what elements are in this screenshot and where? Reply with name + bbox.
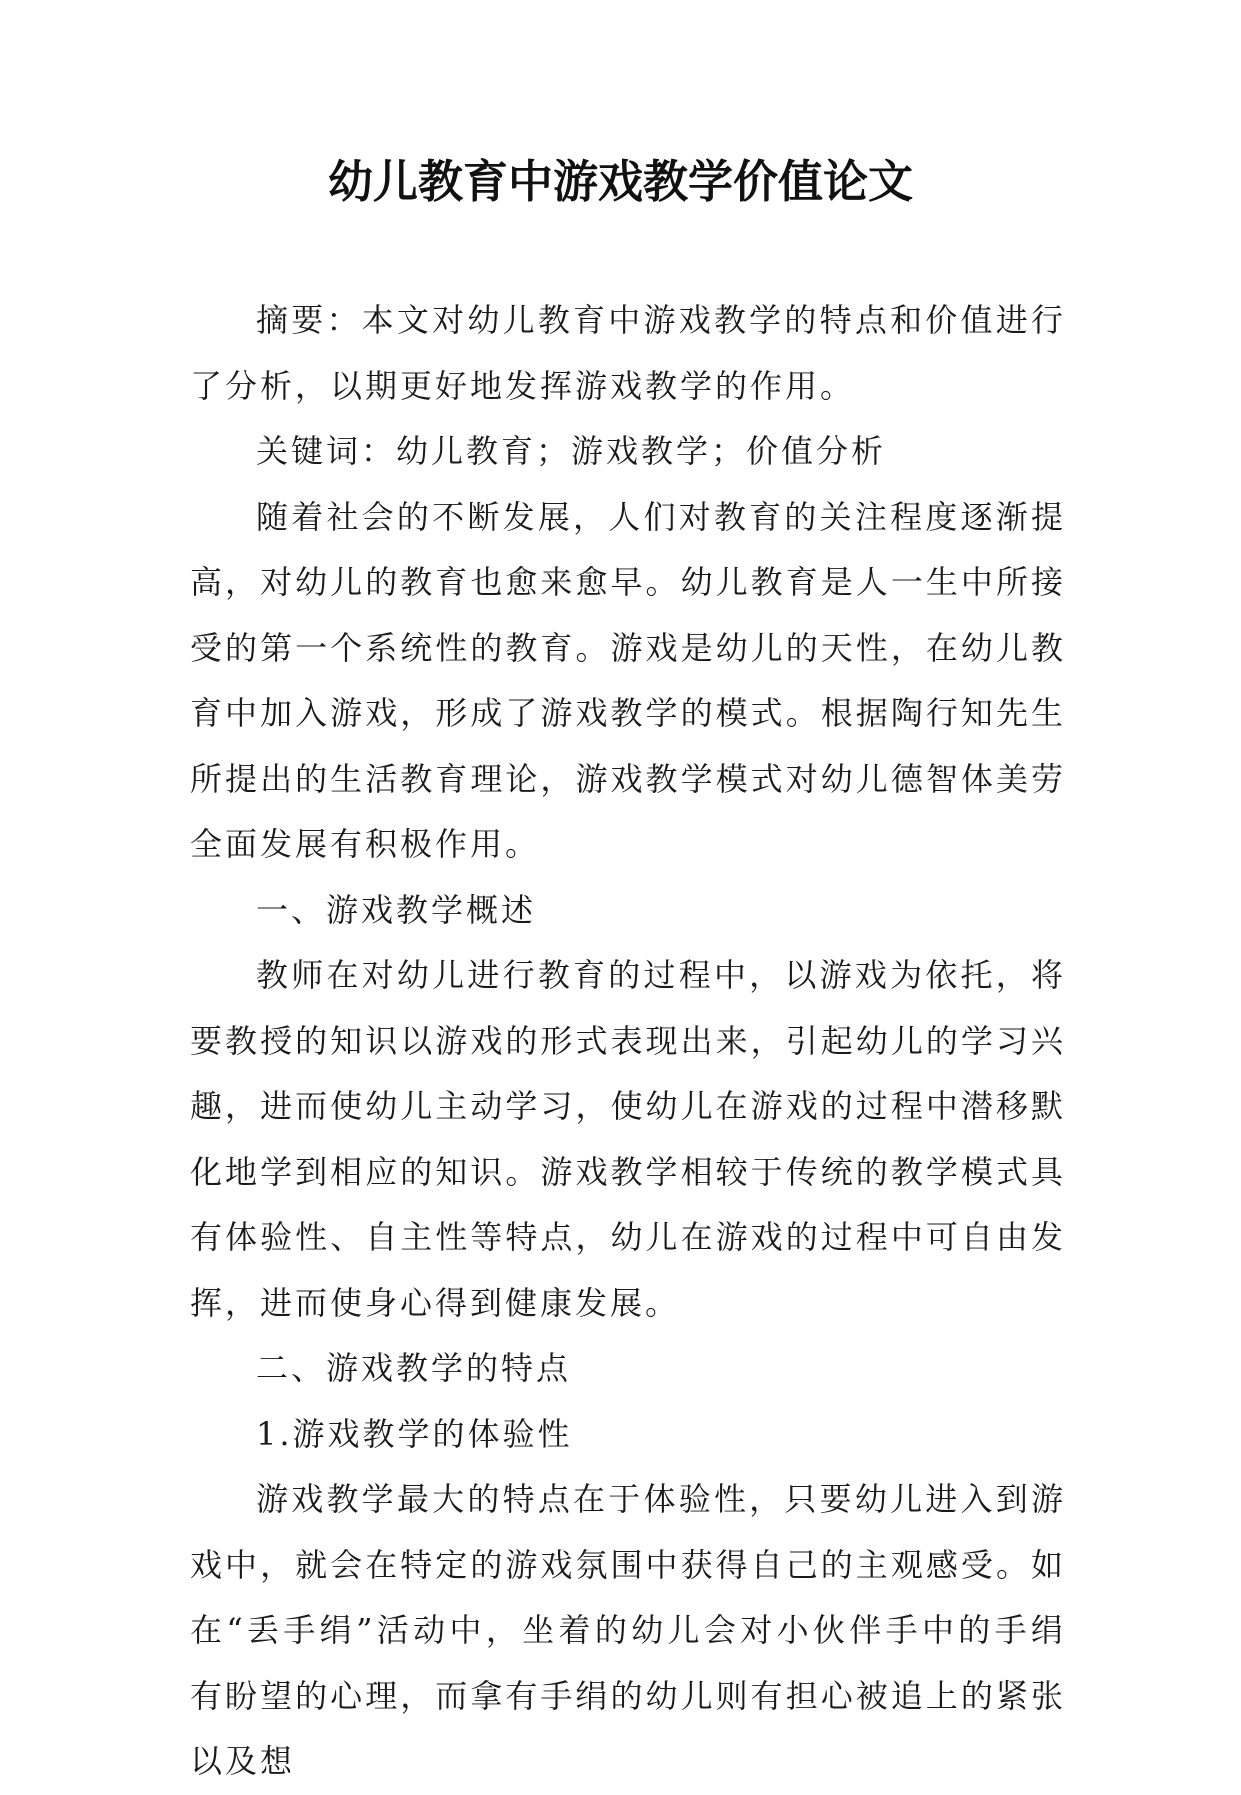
body-paragraph: 游戏教学最大的特点在于体验性，只要幼儿进入到游戏中，就会在特定的游戏氛围中获得自己的主观感受。如在“丢手绢”活动中，坐着的幼儿会对小伙伴手中的手绢有盼望的心理，而拿有手绢的幼儿则有担心被追上的紧张以及想 bbox=[190, 1480, 1066, 1780]
section-heading-2: 二、游戏教学的特点 bbox=[256, 1349, 572, 1387]
subsection-heading-1: 1.游戏教学的体验性 bbox=[256, 1414, 573, 1453]
document-title: 幼儿教育中游戏教学价值论文 bbox=[327, 155, 913, 208]
intro-paragraph: 随着社会的不断发展，人们对教育的关注程度逐渐提高，对幼儿的教育也愈来愈早。幼儿教育是人一生中所接受的第一个系统性的教育。游戏是幼儿的天性，在幼儿教育中加入游戏，形成了游戏教学的模式。根据陶行知先生所提出的生活教育理论，游戏教学模式对幼儿德智体美劳全面发展有积极作用。 bbox=[190, 497, 1066, 863]
document-body bbox=[190, 288, 1066, 1795]
keywords-paragraph: 关键词：幼儿教育；游戏教学；价值分析 bbox=[256, 432, 887, 470]
abstract-paragraph: 摘要：本文对幼儿教育中游戏教学的特点和价值进行了分析，以期更好地发挥游戏教学的作用。 bbox=[190, 301, 1066, 405]
section-heading-1: 一、游戏教学概述 bbox=[256, 890, 537, 929]
body-paragraph: 教师在对幼儿进行教育的过程中，以游戏为依托，将要教授的知识以游戏的形式表现出来，引起幼儿的学习兴趣，进而使幼儿主动学习，使幼儿在游戏的过程中潜移默化地学到相应的知识。游戏教学相较于传统的教学模式具有体验性、自主性等特点，幼儿在游戏的过程中可自由发挥，进而使身心得到健康发展。 bbox=[190, 956, 1066, 1322]
